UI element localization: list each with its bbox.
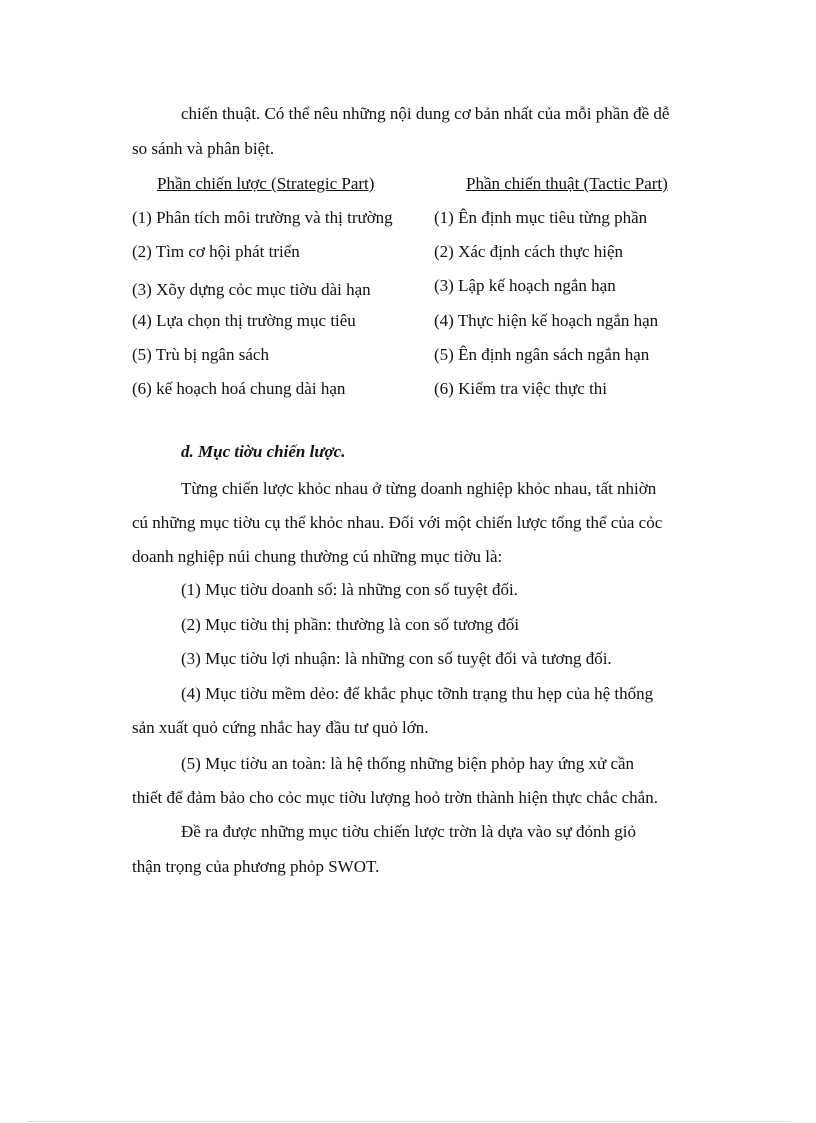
left-item-3: (3) Xõy dựng cỏc mục tiờu dài hạn — [132, 280, 371, 299]
intro-line-2-text: so sánh và phân biệt. — [132, 139, 275, 158]
intro-line-1-text: chiến thuật. Có thể nêu những nội dung cơ bản nhất của mỗi phần đề dễ — [181, 104, 670, 123]
right-item-5: (5) Ên định ngân sách ngắn hạn — [434, 345, 650, 364]
right-column-header: Phần chiến thuật (Tactic Part) — [466, 174, 668, 193]
intro-line-2 — [132, 140, 274, 157]
section-heading: d. Mục tiờu chiến lược. — [181, 442, 346, 461]
left-column-header: Phần chiến lược (Strategic Part) — [157, 174, 375, 193]
para1-line-2: cú những mục tiờu cụ thể khỏc nhau. Đối với một chiến lược tổng thể của cỏc — [132, 513, 663, 532]
para1-line-3: doanh nghiệp núi chung thường cú những mục tiờu là: — [132, 547, 503, 566]
left-item-6: (6) kế hoạch hoá chung dài hạn — [132, 379, 346, 398]
objective-3: (3) Mục tiờu lợi nhuận: là những con số tuyệt đối và tương đối. — [181, 649, 612, 668]
objective-4-line-2: sản xuất quỏ cứng nhắc hay đầu tư quỏ lớn. — [132, 718, 429, 737]
right-item-3: (3) Lập kế hoạch ngắn hạn — [434, 276, 616, 295]
right-item-4: (4) Thực hiện kế hoạch ngắn hạn — [434, 311, 659, 330]
closing-line-1: Đề ra được những mục tiờu chiến lược trờn là dựa vào sự đỏnh giỏ — [181, 822, 636, 841]
objective-4-line-1: (4) Mục tiờu mềm dẻo: để khắc phục tỡnh trạng thu hẹp của hệ thống — [181, 684, 654, 703]
objective-5-line-1: (5) Mục tiờu an toàn: là hệ thống những biện phỏp hay ứng xử cần — [181, 754, 635, 773]
para1-line-1: Từng chiến lược khỏc nhau ở từng doanh nghiệp khỏc nhau, tất nhiờn — [181, 479, 657, 498]
left-item-2: (2) Tìm cơ hội phát triển — [132, 242, 300, 261]
objective-1: (1) Mục tiờu doanh số: là những con số tuyệt đối. — [181, 580, 518, 599]
left-item-5: (5) Trù bị ngân sách — [132, 345, 269, 364]
page-bottom-rule — [28, 1121, 790, 1122]
closing-line-2: thận trọng của phương phỏp SWOT. — [132, 857, 380, 876]
right-item-2: (2) Xác định cách thực hiện — [434, 242, 624, 261]
objective-5-line-2: thiết để đảm bảo cho cỏc mục tiờu lượng hoỏ trờn thành hiện thực chắc chắn. — [132, 788, 658, 807]
intro-line-1 — [181, 105, 722, 122]
left-item-4: (4) Lựa chọn thị trường mục tiêu — [132, 311, 356, 330]
objective-2: (2) Mục tiờu thị phần: thường là con số tương đối — [181, 615, 520, 634]
right-item-1: (1) Ên định mục tiêu từng phần — [434, 208, 648, 227]
left-item-1: (1) Phân tích môi trường và thị trường — [132, 208, 393, 227]
right-item-6: (6) Kiểm tra việc thực thi — [434, 379, 608, 398]
